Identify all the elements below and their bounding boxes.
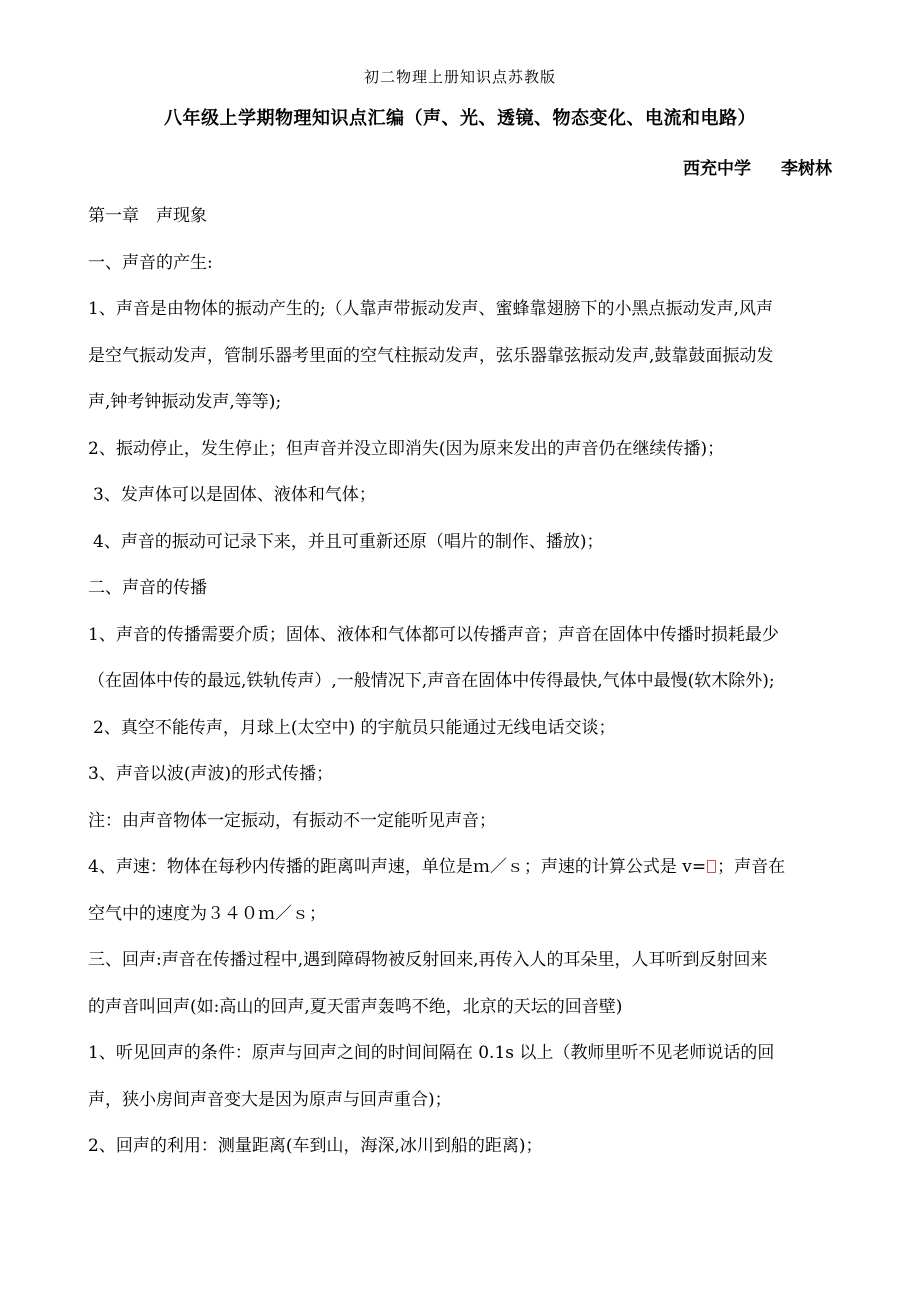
note-line: 注：由声音物体一定振动，有振动不一定能听见声音； (88, 810, 496, 831)
speed-text-end: ；声音在 (717, 857, 786, 877)
speed-text-start: 4、声速：物体在每秒内传播的距离叫声速，单位是ｍ／ｓ；声速的计算公式是 v= (88, 857, 707, 877)
paragraph-line: 的声音叫回声(如:高山的回声,夏天雷声轰鸣不绝，北京的天坛的回音壁) (88, 996, 623, 1017)
paragraph-line: 1、声音的传播需要介质；固体、液体和气体都可以传播声音；声音在固体中传播时损耗最少 (88, 624, 779, 645)
paragraph-line: 声,钟考钟振动发声,等等); (88, 392, 282, 412)
document-body (88, 200, 836, 1177)
page-header: 初二物理上册知识点苏教版 (363, 68, 556, 86)
paragraph-line: 是空气振动发声，管制乐器考里面的空气柱振动发声，弦乐器靠弦振动发声,鼓靠鼓面振动发 (88, 345, 774, 366)
author-school: 西充中学 (683, 159, 751, 179)
paragraph-line (88, 851, 836, 898)
paragraph-line: 4、声音的振动可记录下来，并且可重新还原（唱片的制作、播放)； (93, 531, 604, 552)
paragraph-line: 1、声音是由物体的振动产生的;（人靠声带振动发声、蜜蜂靠翅膀下的小黑点振动发声,风声 (88, 299, 773, 319)
paragraph-line: 2、回声的利用：测量距离(车到山，海深,冰川到船的距离)； (88, 1136, 543, 1156)
paragraph-line: 3、发声体可以是固体、液体和气体； (93, 485, 376, 505)
paragraph-line: 2、真空不能传声，月球上(太空中) 的宇航员只能通过无线电话交谈； (93, 717, 616, 738)
paragraph-line: 3、声音以波(声波)的形式传播； (88, 764, 334, 784)
chapter-heading: 第一章 声现象 (88, 206, 207, 226)
paragraph-line: 空气中的速度为３４０ｍ／ｓ； (88, 903, 326, 924)
paragraph-line: 2、振动停止，发生停止；但声音并没立即消失(因为原来发出的声音仍在继续传播)； (88, 438, 725, 459)
section-heading-1: 一、声音的产生: (88, 252, 213, 273)
broken-formula-icon (707, 860, 716, 873)
document-title: 八年级上学期物理知识点汇编（声、光、透镜、物态变化、电流和电路） (164, 108, 756, 129)
author-line (683, 154, 832, 179)
paragraph-line: 1、听见回声的条件：原声与回声之间的时间间隔在 0.1s 以上（教师里听不见老师说话的回 (88, 1043, 775, 1063)
author-name: 李树林 (781, 159, 832, 179)
section-heading-3: 三、回声:声音在传播过程中,遇到障碍物被反射回来,再传入人的耳朵里，人耳听到反射回来 (88, 950, 768, 970)
section-heading-2: 二、声音的传播 (88, 578, 207, 598)
paragraph-line: （在固体中传的最远,铁轨传声）,一般情况下,声音在固体中传得最快,气体中最慢(软木除外); (88, 671, 775, 691)
paragraph-line: 声，狭小房间声音变大是因为原声与回声重合)； (88, 1089, 452, 1110)
